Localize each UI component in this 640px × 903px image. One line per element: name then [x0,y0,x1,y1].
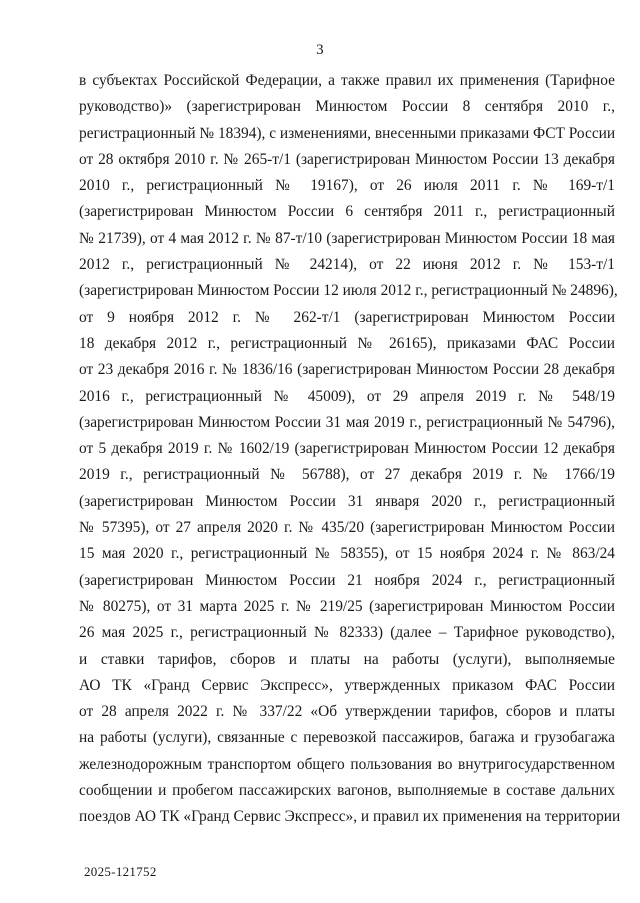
text-line: 2010 г., регистрационный № 19167), от 26 июля 2011 г. № 169-т/1 [79,177,615,195]
text-line: сообщении и пробегом пассажирских вагонов, выполняемые в составе дальних [79,782,615,800]
text-line: (зарегистрирован Минюстом России 31 мая 2019 г., регистрационный № 54796), [79,413,615,431]
text-line: 2019 г., регистрационный № 56788), от 27 декабря 2019 г. № 1766/19 [79,466,615,484]
text-line: от 9 ноября 2012 г. № 262-т/1 (зарегистрирован Минюстом России [79,308,615,326]
text-line: руководство)» (зарегистрирован Минюстом России 8 сентября 2010 г., [79,98,615,116]
text-line: поездов АО ТК «Гранд Сервис Экспресс», и правил их применения на территории [79,808,621,826]
text-line: (зарегистрирован Минюстом России 12 июля 2012 г., регистрационный № 24896), [79,282,618,300]
document-id: 2025-121752 [84,864,157,879]
text-line: от 5 декабря 2019 г. № 1602/19 (зарегистрирован Минюстом России 12 декабря [79,440,615,458]
text-line: № 80275), от 31 марта 2025 г. № 219/25 (зарегистрирован Минюстом России [79,597,615,615]
text-line: № 21739), от 4 мая 2012 г. № 87-т/10 (зарегистрирован Минюстом России 18 мая [79,229,615,247]
text-line: от 28 апреля 2022 г. № 337/22 «Об утверждении тарифов, сборов и платы [79,703,615,721]
text-line: регистрационный № 18394), с изменениями, внесенными приказами ФСТ России [79,124,616,142]
text-line: (зарегистрирован Минюстом России 31 января 2020 г., регистрационный [79,492,615,510]
text-line: и ставки тарифов, сборов и платы на работы (услуги), выполняемые [79,650,615,668]
text-line: в субъектах Российской Федерации, а также правил их применения (Тарифное [79,72,615,89]
text-line: 2012 г., регистрационный № 24214), от 22 июня 2012 г. № 153-т/1 [79,256,615,274]
text-line: (зарегистрирован Минюстом России 21 ноября 2024 г., регистрационный [79,571,615,589]
text-line: № 57395), от 27 апреля 2020 г. № 435/20 (зарегистрирован Минюстом России [79,519,615,537]
text-line: на работы (услуги), связанные с перевозкой пассажиров, багажа и грузобагажа [79,729,615,747]
text-line: от 23 декабря 2016 г. № 1836/16 (зарегистрирован Минюстом России 28 декабря [79,361,615,379]
page-number: 3 [316,42,324,58]
text-line: от 28 октября 2010 г. № 265-т/1 (зарегистрирован Минюстом России 13 декабря [79,150,615,168]
body-text [79,68,621,831]
text-line: железнодорожным транспортом общего пользования во внутригосударственном [79,755,615,773]
text-line: АО ТК «Гранд Сервис Экспресс», утвержденных приказом ФАС России [79,676,615,694]
text-line: 2016 г., регистрационный № 45009), от 29 апреля 2019 г. № 548/19 [79,387,615,405]
text-line: 18 декабря 2012 г., регистрационный № 26165), приказами ФАС России [79,334,615,352]
text-line: 15 мая 2020 г., регистрационный № 58355), от 15 ноября 2024 г. № 863/24 [79,545,615,563]
text-line: (зарегистрирован Минюстом России 6 сентября 2011 г., регистрационный [79,203,615,221]
text-line: 26 мая 2025 г., регистрационный № 82333) (далее – Тарифное руководство), [79,624,615,642]
